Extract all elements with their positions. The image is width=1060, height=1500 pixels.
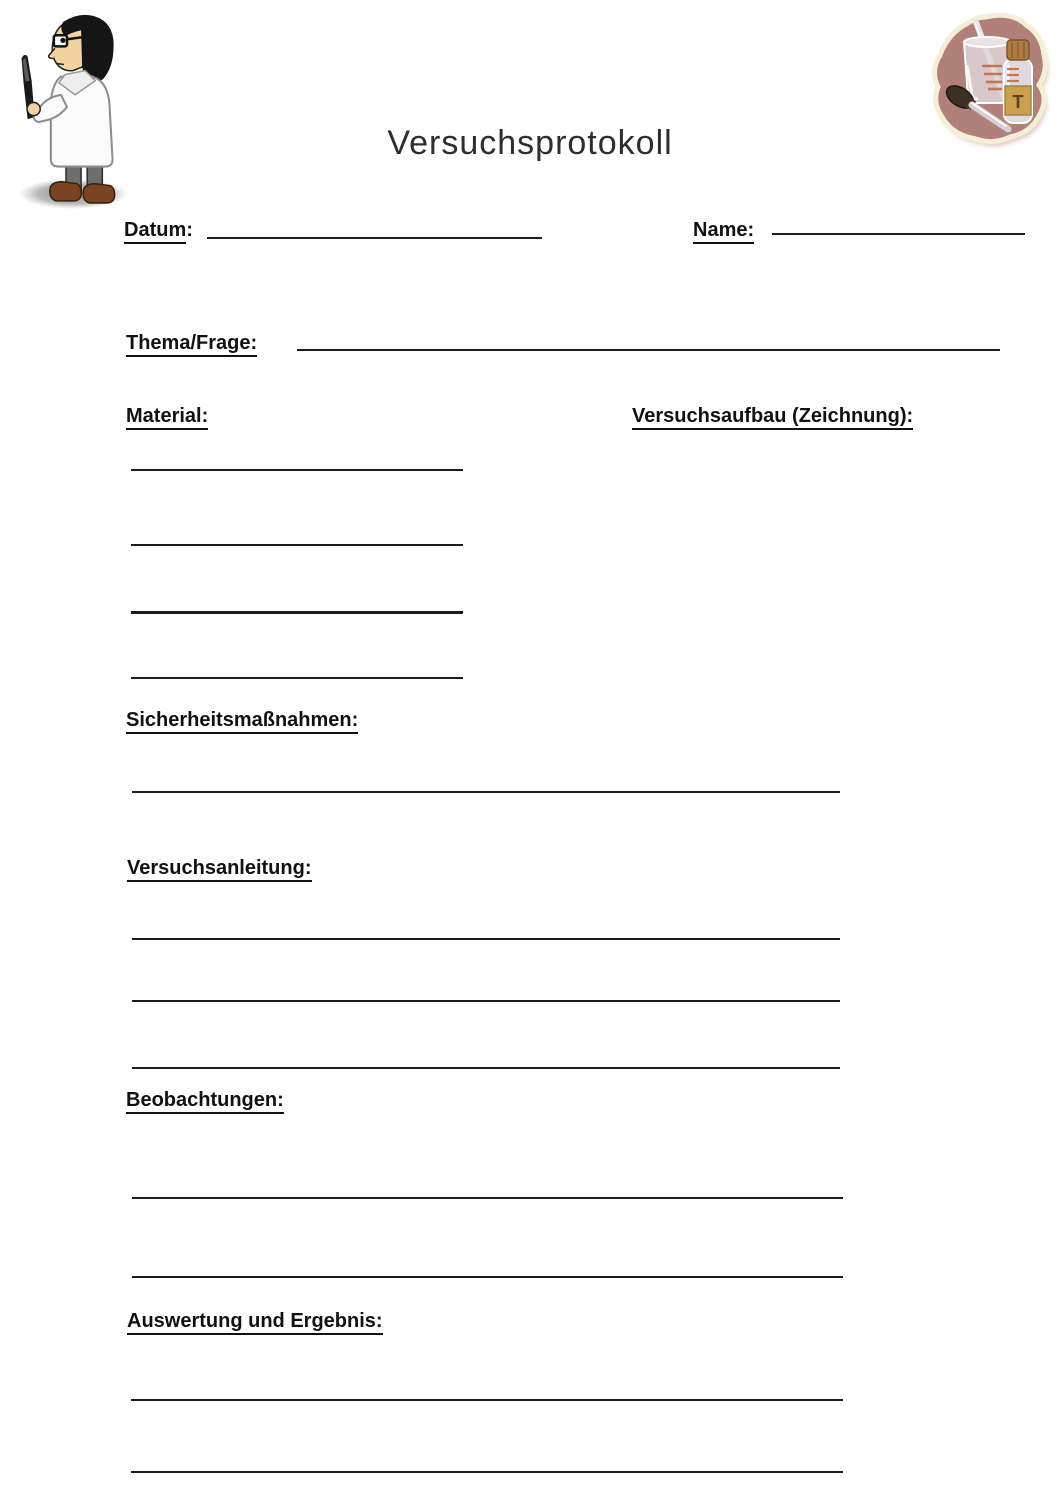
vial-letter: T <box>1012 92 1024 112</box>
name-input-line[interactable] <box>772 233 1025 235</box>
versuchsaufbau-label-text: Versuchsaufbau (Zeichnung): <box>632 405 913 430</box>
material-label-text: Material: <box>126 405 208 430</box>
thema-label <box>126 332 257 355</box>
sicherheit-label-text: Sicherheitsmaßnahmen: <box>126 709 358 734</box>
beobachtung-line-1[interactable] <box>132 1197 843 1199</box>
page-title: Versuchsprotokoll <box>387 124 673 162</box>
datum-input-line[interactable] <box>207 237 542 239</box>
sicherheit-input-line[interactable] <box>132 791 840 793</box>
auswertung-line-2[interactable] <box>131 1471 843 1473</box>
name-label-text: Name: <box>693 219 754 244</box>
material-line-2[interactable] <box>131 544 463 546</box>
beobachtung-line-2[interactable] <box>132 1276 843 1278</box>
material-line-1[interactable] <box>131 469 463 471</box>
sicherheit-label <box>126 709 358 732</box>
beobachtung-label <box>126 1089 284 1112</box>
material-label <box>126 405 208 428</box>
datum-label-text: Datum <box>124 219 186 244</box>
thema-label-text: Thema/Frage: <box>126 332 257 357</box>
material-line-4[interactable] <box>131 677 463 679</box>
thema-input-line[interactable] <box>297 349 1000 351</box>
auswertung-label <box>127 1310 383 1333</box>
anleitung-line-2[interactable] <box>132 1000 840 1002</box>
datum-colon: : <box>186 219 193 241</box>
versuchsaufbau-label <box>632 405 913 428</box>
beobachtung-label-text: Beobachtungen: <box>126 1089 284 1114</box>
anleitung-label-text: Versuchsanleitung: <box>127 857 312 882</box>
material-line-3[interactable] <box>131 611 463 614</box>
scientist-icon <box>8 8 130 210</box>
scientist-clipart-icon <box>8 8 130 210</box>
anleitung-label <box>127 857 312 880</box>
anleitung-line-1[interactable] <box>132 938 840 940</box>
name-label <box>693 219 754 242</box>
auswertung-label-text: Auswertung und Ergebnis: <box>127 1310 383 1335</box>
anleitung-line-3[interactable] <box>132 1067 840 1069</box>
auswertung-line-1[interactable] <box>131 1399 843 1401</box>
datum-label <box>124 219 193 242</box>
